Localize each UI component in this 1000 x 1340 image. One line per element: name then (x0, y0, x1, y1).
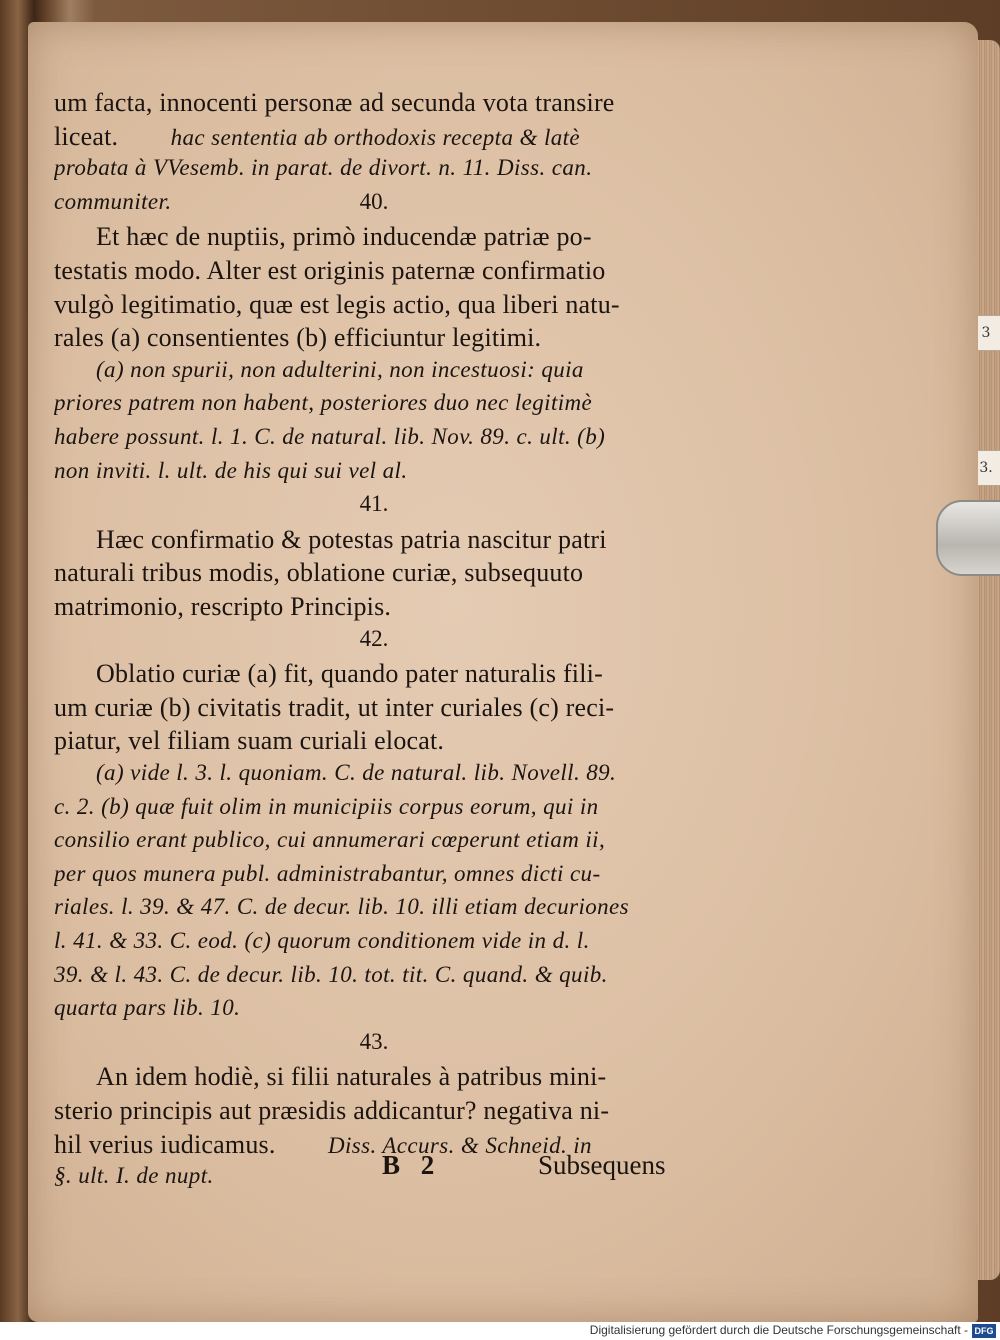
section-number: 42. (359, 625, 389, 651)
citation-text: Diss. Accurs. & Schneid. in (327, 1132, 592, 1158)
footnote-line: l. 41. & 33. C. eod. (c) quorum conditionem vide in d. l. (54, 928, 590, 953)
footnote-line: §. ult. I. de nupt. (54, 1163, 214, 1189)
paragraph-first-line: Oblatio curiæ (a) fit, quando pater naturalis fili- (96, 659, 603, 689)
footnote-line: priores patrem non habent, posteriores duo nec legitimè (54, 390, 593, 416)
page-tab-marker: 3 (971, 315, 1000, 351)
body-text-line: matrimonio, rescripto Principis. (54, 592, 392, 621)
body-text-line: um curiæ (b) civitatis tradit, ut inter curiales (c) reci- (54, 692, 615, 722)
body-text-line: rales (a) consentientes (b) efficiuntur legitimi. (54, 323, 542, 353)
body-text-line: vulgò legitimatio, quæ est legis actio, qua liberi natu- (54, 289, 620, 319)
section-number: 40. (359, 188, 389, 214)
footnote-line: quarta pars lib. 10. (54, 995, 241, 1021)
body-text-line: naturali tribus modis, oblatione curiæ, subsequuto (54, 558, 584, 588)
paragraph-first-line: Et hæc de nuptiis, primò inducendæ patriæ po- (96, 222, 592, 252)
metal-clip (936, 500, 1000, 576)
footnote-first-line: (a) non spurii, non adulterini, non incestuosi: quia (96, 356, 584, 382)
body-text-line: piatur, vel filiam suam curiali elocat. (54, 726, 445, 756)
body-text: liceat. (54, 121, 119, 151)
body-text: hil verius iudicamus. (54, 1129, 276, 1159)
mixed-text-line (54, 122, 694, 152)
body-text-line: um facta, innocenti personæ ad secunda vota transire (54, 88, 615, 117)
funding-credit: Digitalisierung gefördert durch die Deutsche Forschungsgemeinschaft - (589, 1323, 968, 1337)
footnote-line: probata à VVesemb. in parat. de divort. n. 11. Diss. can. (54, 155, 593, 181)
section-number: 43. (359, 1028, 389, 1054)
footer-bar (0, 1322, 1000, 1340)
page-tab-marker: 3. (971, 450, 1000, 486)
paragraph-first-line: Hæc confirmatio & potestas patria nascitur patri (96, 524, 607, 554)
section-number: 41. (359, 491, 389, 517)
citation-text: hac sententia ab orthodoxis recepta & latè (170, 124, 581, 150)
footnote-line: per quos munera publ. administrabantur, omnes dicti cu- (54, 860, 601, 886)
footnote-line: c. 2. (b) quæ fuit olim in municipiis corpus eorum, qui in (54, 793, 599, 819)
catchword: Subsequens (538, 1150, 666, 1180)
signature-mark: B 2 (382, 1150, 435, 1180)
footnote-line: 39. & l. 43. C. de decur. lib. 10. tot. tit. C. quand. & quib. (54, 961, 608, 987)
footnote-line: habere possunt. l. 1. C. de natural. lib. Nov. 89. c. ult. (b) (54, 424, 606, 449)
citation-text: communiter. (54, 188, 172, 214)
paragraph-first-line: An idem hodiè, si filii naturales à patribus mini- (96, 1062, 607, 1092)
footnote-line: non inviti. l. ult. de his qui sui vel al. (54, 457, 408, 483)
body-text-line: testatis modo. Alter est originis paternæ confirmatio (54, 256, 606, 285)
dfg-logo: DFG (972, 1324, 996, 1338)
footnote-line: riales. l. 39. & 47. C. de decur. lib. 10. illi etiam decuriones (54, 894, 629, 920)
body-text-line: sterio principis aut præsidis addicantur? negativa ni- (54, 1096, 610, 1125)
footnote-first-line: (a) vide l. 3. l. quoniam. C. de natural. lib. Novell. 89. (96, 760, 617, 785)
footnote-line: consilio erant publico, cui annumerari cœperunt etiam ii, (54, 827, 606, 853)
